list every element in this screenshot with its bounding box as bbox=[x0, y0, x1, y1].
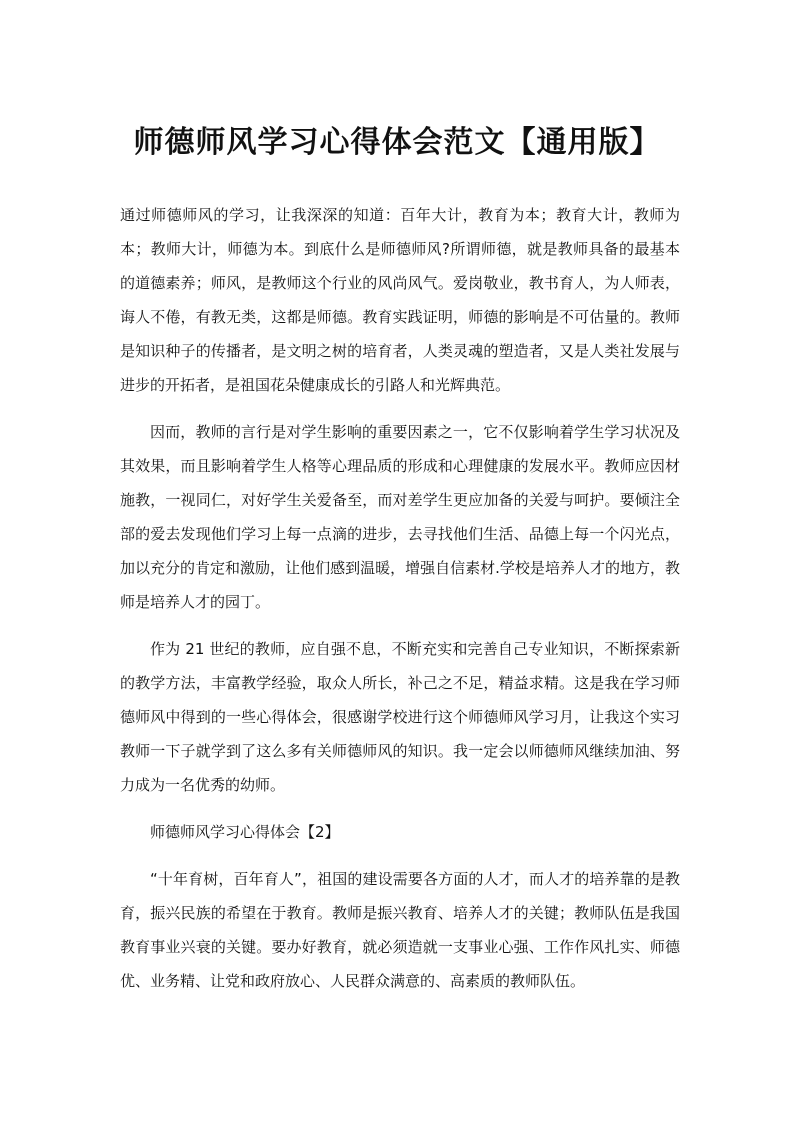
document-body bbox=[120, 198, 680, 1011]
paragraph-1: 通过师德师风的学习，让我深深的知道：百年大计，教育为本；教育大计，教师为本；教师大计，师德为本。到底什么是师德师风?所谓师德，就是教师具备的最基本的道德素养；师风，是教师这个行业的风尚风气。爱岗敬业，教书育人，为人师表，诲人不倦，有教无类，这都是师德。教育实践证明，师德的影响是不可估量的。教师是知识种子的传播者，是文明之树的培育者，人类灵魂的塑造者，又是人类社发展与进步的开拓者，是祖国花朵健康成长的引路人和光辉典范。 bbox=[120, 206, 680, 394]
paragraph-2: 因而，教师的言行是对学生影响的重要因素之一，它不仅影响着学生学习状况及其效果，而且影响着学生人格等心理品质的形成和心理健康的发展水平。教师应因材施教，一视同仁，对好学生关爱备至，而对差学生更应加备的关爱与呵护。要倾注全部的爱去发现他们学习上每一点滴的进步，去寻找他们生活、品德上每一个闪光点，加以充分的肯定和激励，让他们感到温暖，增强自信素材.学校是培养人才的地方，教师是培养人才的园丁。 bbox=[120, 423, 680, 611]
paragraph-4: “十年育树，百年育人”，祖国的建设需要各方面的人才，而人才的培养靠的是教育，振兴民族的希望在于教育。教师是振兴教育、培养人才的关键；教师队伍是我国教育事业兴衰的关键。要办好教育，就必须造就一支事业心强、工作作风扎实、师德优、业务精、让党和政府放心、人民群众满意的、高素质的教师队伍。 bbox=[120, 870, 680, 990]
document-title: 师德师风学习心得体会范文【通用版】 bbox=[133, 125, 661, 160]
paragraph-3: 作为 21 世纪的教师，应自强不息，不断充实和完善自己专业知识，不断探索新的教学方法，丰富教学经验，取众人所长，补己之不足，精益求精。这是我在学习师德师风中得到的一些心得体会，很感谢学校进行这个师德师风学习月，让我这个实习教师一下子就学到了这么多有关师德师风的知识。我一定会以师德师风继续加油、努力成为一名优秀的幼师。 bbox=[120, 640, 680, 794]
section-heading: 师德师风学习心得体会【2】 bbox=[150, 823, 340, 841]
